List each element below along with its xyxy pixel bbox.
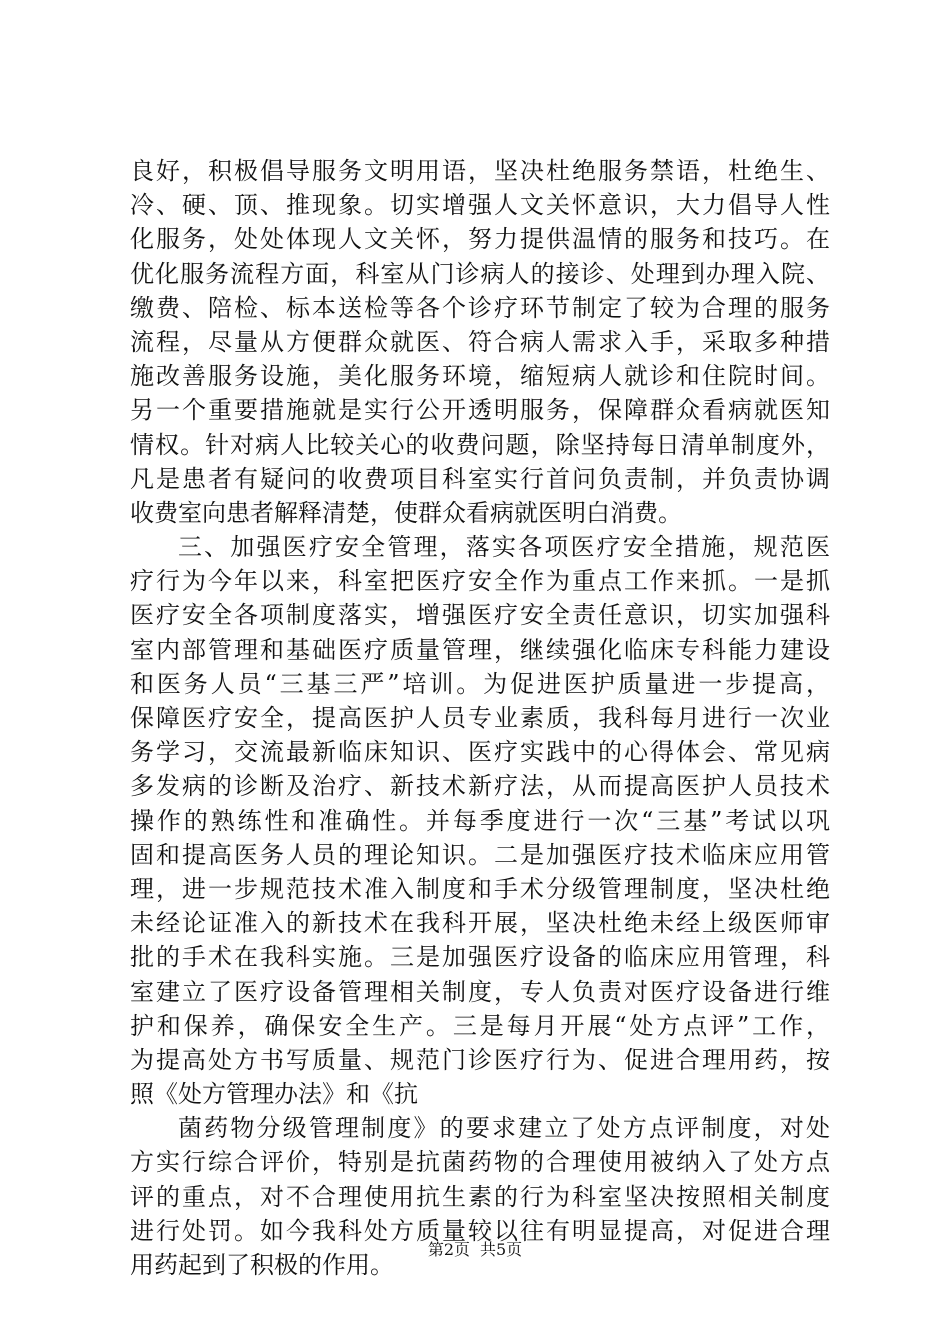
text-line: 固和提高医务人员的理论知识。二是加强医疗技术临床应用管 bbox=[130, 840, 830, 869]
text-line: 化服务，处处体现人文关怀，努力提供温情的服务和技巧。在 bbox=[130, 225, 830, 254]
text-line: 照《处方管理办法》和《抗 bbox=[130, 1080, 418, 1109]
text-line: 进行处罚。如今我科处方质量较以往有明显提高，对促进合理 bbox=[130, 1216, 830, 1245]
text-line: 良好，积极倡导服务文明用语，坚决杜绝服务禁语，杜绝生、 bbox=[130, 157, 830, 185]
text-line: 务学习，交流最新临床知识、医疗实践中的心得体会、常见病 bbox=[130, 738, 830, 767]
text-line: 施改善服务设施，美化服务环境，缩短病人就诊和住院时间。 bbox=[130, 362, 830, 391]
paragraph-start-line: 三、加强医疗安全管理，落实各项医疗安全措施，规范医 bbox=[178, 533, 830, 562]
text-line: 方实行综合评价，特别是抗菌药物的合理使用被纳入了处方点 bbox=[130, 1148, 830, 1177]
page-total: 共5页 bbox=[480, 1240, 523, 1259]
text-line: 理，进一步规范技术准入制度和手术分级管理制度，坚决杜绝 bbox=[130, 874, 830, 903]
text-line: 流程，尽量从方便群众就医、符合病人需求入手，采取多种措 bbox=[130, 327, 830, 356]
text-line: 优化服务流程方面，科室从门诊病人的接诊、处理到办理入院、 bbox=[130, 259, 830, 288]
document-body bbox=[130, 154, 830, 1282]
text-line: 情权。针对病人比较关心的收费问题，除坚持每日清单制度外， bbox=[130, 430, 830, 459]
text-line: 评的重点，对不合理使用抗生素的行为科室坚决按照相关制度 bbox=[130, 1182, 830, 1211]
text-line: 收费室向患者解释清楚，使群众看病就医明白消费。 bbox=[130, 498, 682, 527]
text-line: 用药起到了积极的作用。 bbox=[130, 1251, 394, 1279]
text-line: 室内部管理和基础医疗质量管理，继续强化临床专科能力建设 bbox=[130, 635, 830, 664]
text-line: 缴费、陪检、标本送检等各个诊疗环节制定了较为合理的服务 bbox=[130, 293, 830, 322]
text-line: 凡是患者有疑问的收费项目科室实行首问负责制，并负责协调 bbox=[130, 464, 830, 493]
text-line: 护和保养，确保安全生产。三是每月开展“处方点评”工作， bbox=[130, 1011, 830, 1040]
page-number: 第2页 bbox=[427, 1240, 470, 1259]
text-line: 未经论证准入的新技术在我科开展，坚决杜绝未经上级医师审 bbox=[130, 909, 830, 938]
text-line: 操作的熟练性和准确性。并每季度进行一次“三基”考试以巩 bbox=[130, 806, 830, 835]
text-line: 医疗安全各项制度落实，增强医疗安全责任意识，切实加强科 bbox=[130, 601, 830, 630]
paragraph-start-line: 菌药物分级管理制度》的要求建立了处方点评制度，对处 bbox=[178, 1114, 830, 1143]
text-line: 室建立了医疗设备管理相关制度，专人负责对医疗设备进行维 bbox=[130, 977, 830, 1006]
text-line: 和医务人员“三基三严”培训。为促进医护质量进一步提高， bbox=[130, 669, 830, 698]
text-line: 为提高处方书写质量、规范门诊医疗行为、促进合理用药，按 bbox=[130, 1045, 830, 1074]
text-line: 批的手术在我科实施。三是加强医疗设备的临床应用管理，科 bbox=[130, 943, 830, 972]
text-line: 保障医疗安全，提高医护人员专业素质，我科每月进行一次业 bbox=[130, 704, 830, 732]
text-line: 疗行为今年以来，科室把医疗安全作为重点工作来抓。一是抓 bbox=[130, 567, 830, 596]
page-footer bbox=[0, 1240, 950, 1260]
text-line: 冷、硬、顶、推现象。切实增强人文关怀意识，大力倡导人性 bbox=[130, 191, 830, 220]
text-line: 另一个重要措施就是实行公开透明服务，保障群众看病就医知 bbox=[130, 396, 830, 425]
text-line: 多发病的诊断及治疗、新技术新疗法，从而提高医护人员技术 bbox=[130, 772, 830, 801]
